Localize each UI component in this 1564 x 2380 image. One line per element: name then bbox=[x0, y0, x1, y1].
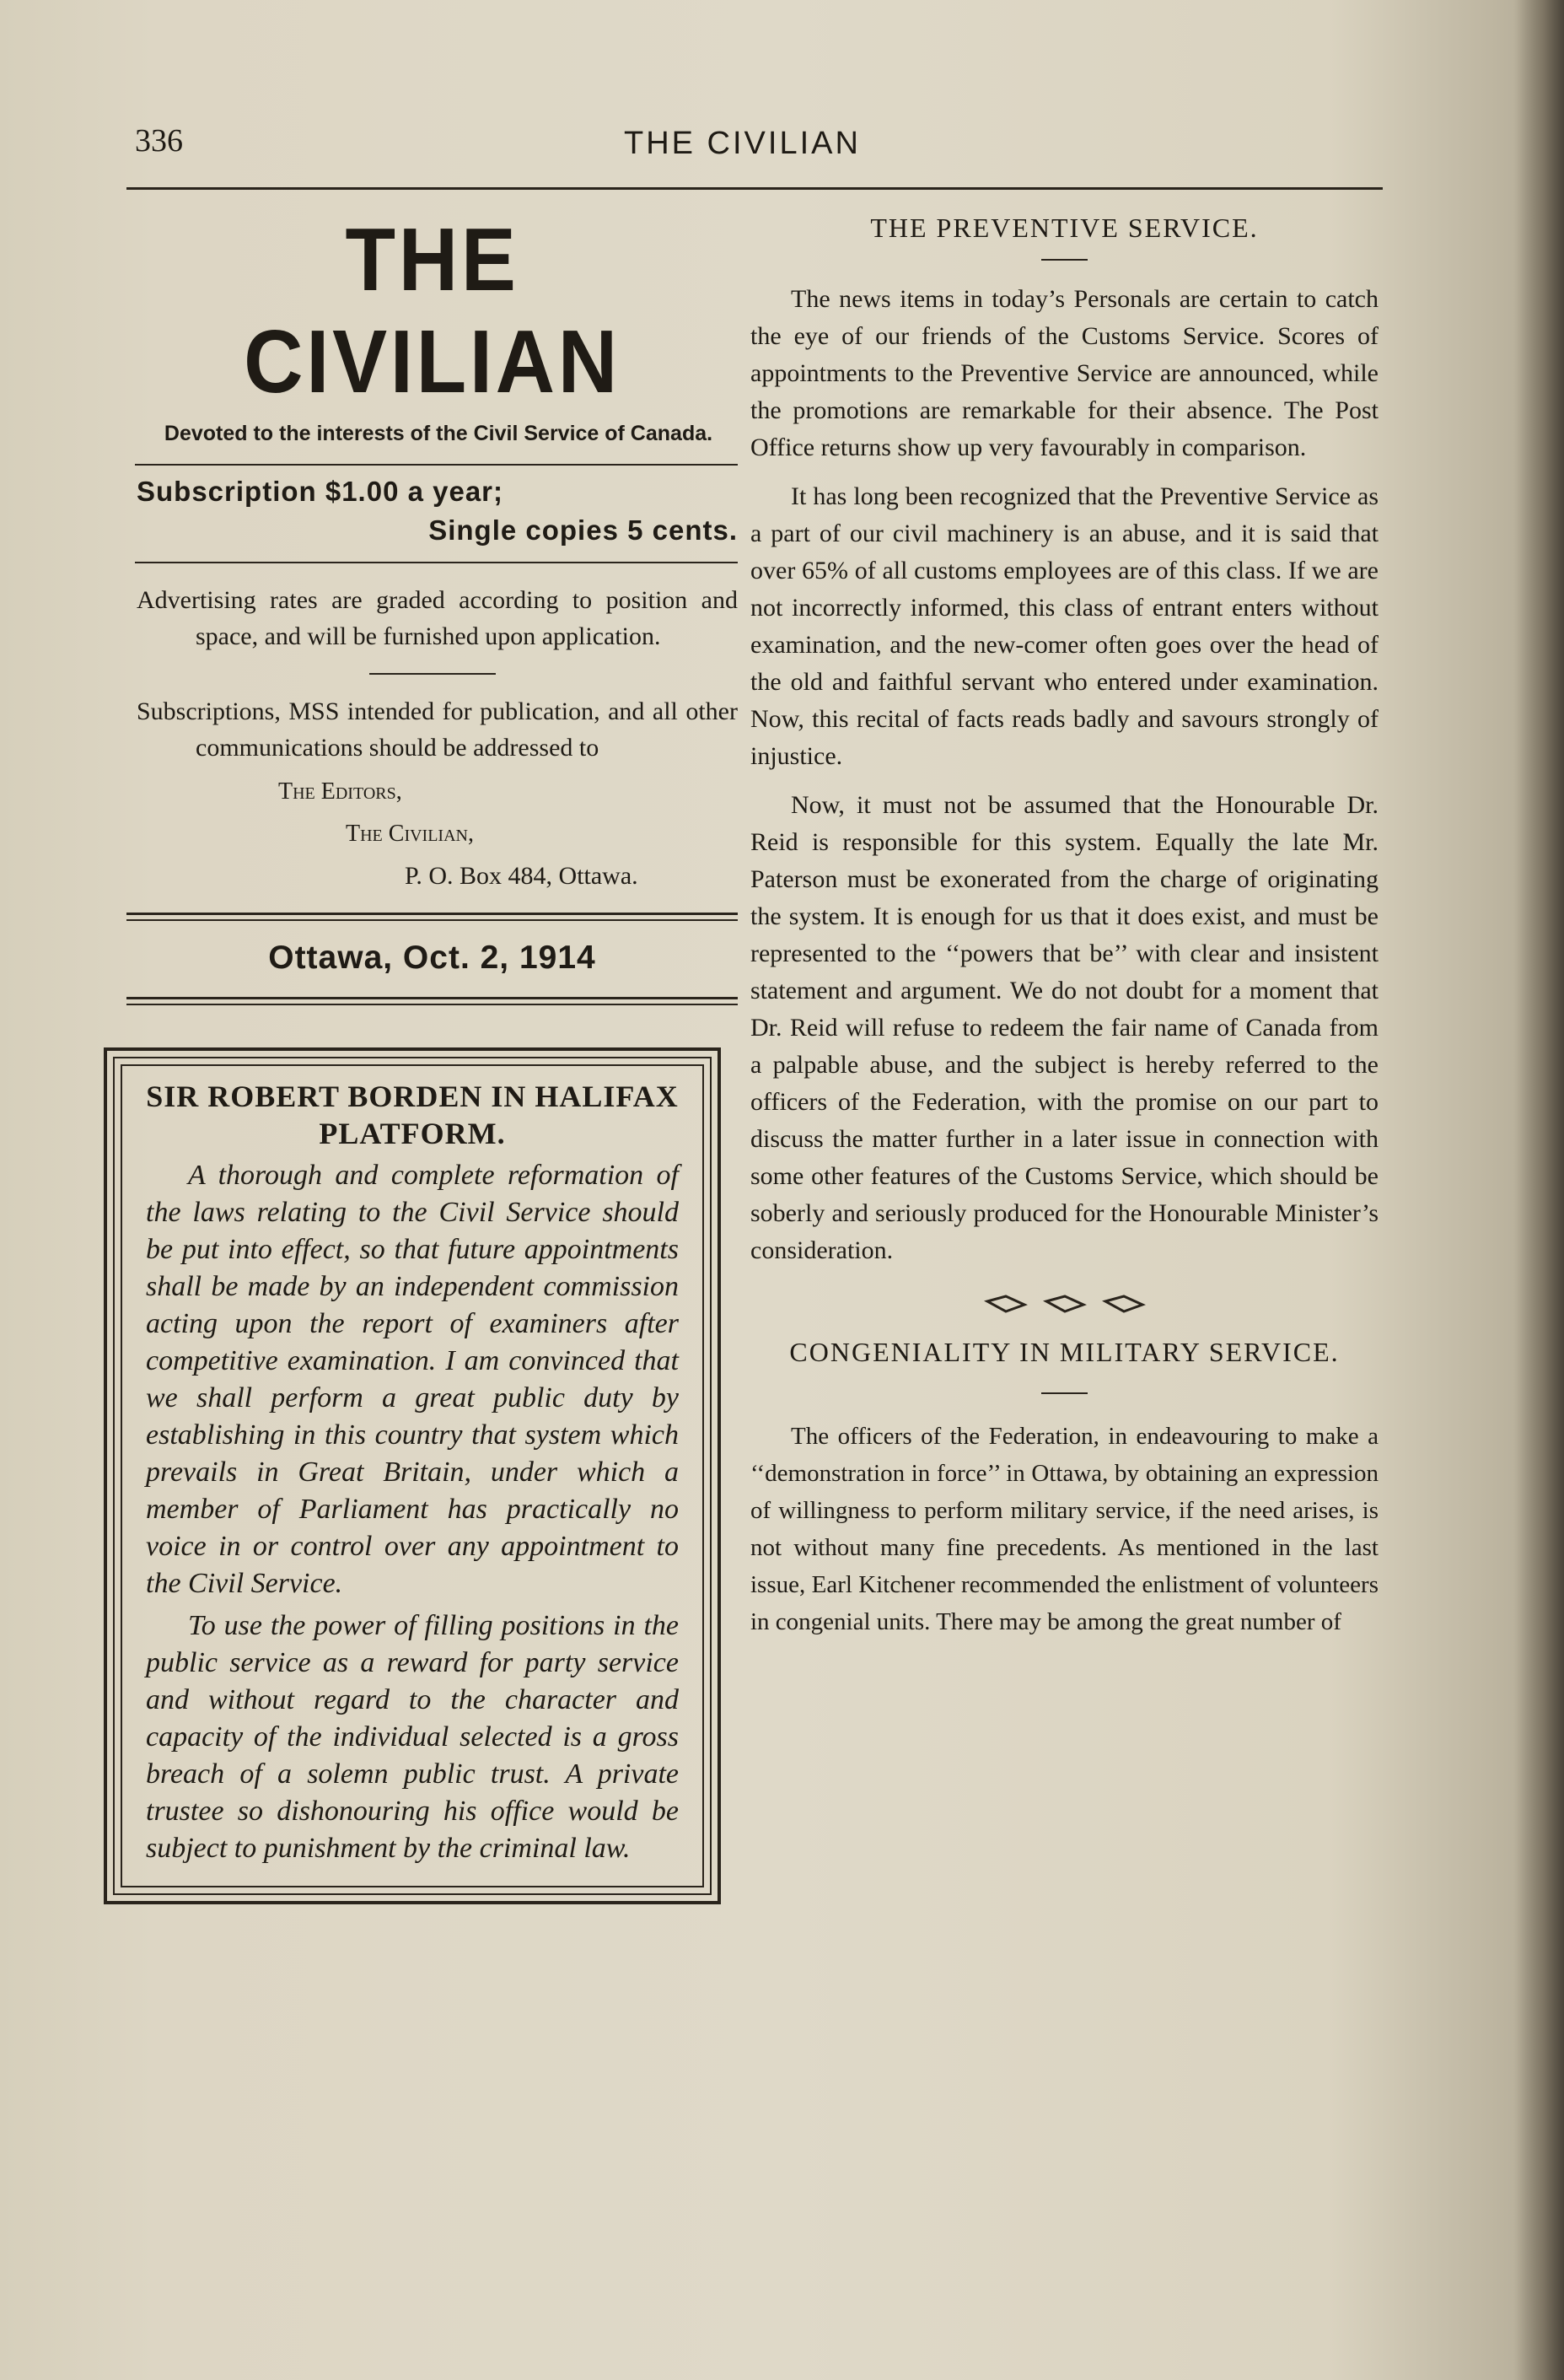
boxed-quote bbox=[104, 1047, 721, 1904]
running-title: THE CIVILIAN bbox=[624, 126, 861, 161]
short-divider bbox=[1041, 1392, 1088, 1394]
ornament-divider-icon bbox=[750, 1288, 1379, 1325]
address-line: The Civilian, bbox=[346, 821, 474, 847]
page-number: 336 bbox=[135, 123, 183, 159]
right-column bbox=[750, 202, 1379, 1640]
short-divider bbox=[369, 673, 496, 675]
boxed-quote-paragraph: A thorough and complete reformation of the laws relating to the Civil Service should be put into effect, so that future appointments shall be made by an independent commission acting upon the report of examiners after competitive examination. I am convinced that we shall perform a great public duty by establishing in this country that system which prevails in Great Britain, under which a member of Parliament has practically no voice in or control over any appointment to the Civil Service. bbox=[146, 1160, 679, 1599]
address-line: The Editors, bbox=[278, 778, 402, 805]
book-spine-shadow bbox=[1513, 0, 1564, 2380]
address-line: P. O. Box 484, Ottawa. bbox=[405, 862, 638, 890]
masthead-subtitle: Devoted to the interests of the Civil Service of Canada. bbox=[164, 422, 713, 445]
divider bbox=[135, 464, 738, 466]
article-paragraph: The news items in today’s Personals are certain to catch the eye of our friends of the Customs Service. Scores of appointments to the Preventive Service are announced, while the promotions are remarkable for their absence. The Post Office returns show up very favourably in comparison. bbox=[750, 285, 1379, 461]
article-heading: CONGENIALITY IN MILITARY SERVICE. bbox=[789, 1337, 1340, 1367]
subscriptions-note: Subscriptions, MSS intended for publication, and all other communications should be addressed to bbox=[137, 697, 738, 762]
advertising-note: Advertising rates are graded according to position and space, and will be furnished upon application. bbox=[137, 586, 738, 650]
boxed-quote-paragraph: To use the power of filling positions in the public service as a reward for party service and without regard to the character and capacity of the individual selected is a gross breach of a solemn public trust. A private trustee so dishonouring his office would be subject to punishment by the criminal law. bbox=[146, 1610, 679, 1864]
subscription-price: Subscription $1.00 a year; bbox=[137, 476, 504, 507]
article-paragraph: Now, it must not be assumed that the Honourable Dr. Reid is responsible for this system. Equally the late Mr. Paterson must be exonerated from the charge of originating the system. It is enough for us that it does exist, and must be represented to the ‘‘powers that be’’ with clear and insistent statement and argument. We do not doubt for a moment that Dr. Reid will refuse to redeem the fair name of Canada from a palpable abuse, and the subject is hereby referred to the officers of the Federation, with the promise on our part to discuss the matter further in a later issue in connection with some other features of the Customs Service, which should be soberly and seriously produced for the Honourable Minister’s consideration. bbox=[750, 791, 1379, 1264]
single-copy-price: Single copies 5 cents. bbox=[428, 514, 738, 546]
double-divider bbox=[126, 913, 738, 921]
dateline: Ottawa, Oct. 2, 1914 bbox=[268, 940, 596, 976]
short-divider bbox=[1041, 259, 1088, 261]
left-column bbox=[126, 202, 738, 1904]
article-heading: THE PREVENTIVE SERVICE. bbox=[870, 213, 1259, 243]
article-paragraph: The officers of the Federation, in endeavouring to make a ‘‘demonstration in force’’ in Ottawa, by obtaining an expression of willingness to perform military service, if the need arises, is not without many fine precedents. As mentioned in the last issue, Earl Kitchener recommended the enlistment of volunteers in congenial units. There may be among the great number of bbox=[750, 1423, 1379, 1635]
header-rule bbox=[126, 187, 1383, 190]
divider bbox=[135, 562, 738, 563]
running-head bbox=[135, 122, 1383, 164]
double-divider bbox=[126, 997, 738, 1005]
boxed-quote-title: SIR ROBERT BORDEN IN HALIFAX PLATFORM. bbox=[146, 1080, 679, 1150]
masthead-title: THE CIVILIAN bbox=[244, 210, 621, 412]
subscription-info bbox=[137, 472, 738, 550]
article-paragraph: It has long been recognized that the Preventive Service as a part of our civil machinery is an abuse, and it is said that over 65% of all customs employees are of this class. If we are not incorrectly informed, this class of entrant enters without examination, and the new-comer often goes over the head of the old and faithful servant who entered under examination. Now, this recital of facts reads badly and savours strongly of injustice. bbox=[750, 482, 1379, 770]
